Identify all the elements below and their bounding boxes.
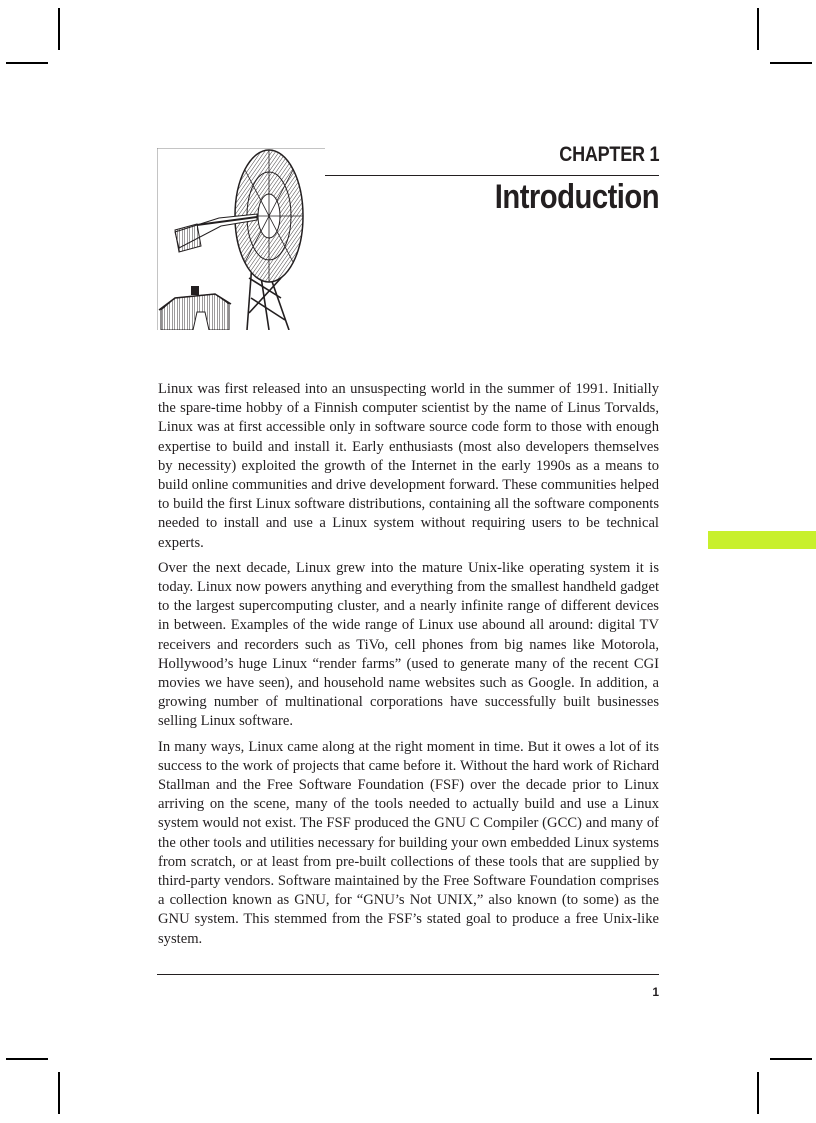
crop-mark-bottom-right-horizontal [770,1058,812,1060]
crop-mark-bottom-right-vertical [757,1072,759,1114]
windmill-illustration [157,148,325,330]
paragraph: Over the next decade, Linux grew into the mature Unix-like operating system it is today. Linux now powers anything and everything from the smallest handheld gadget to the largest supercomputing cluster, and a nearly infinite range of different devices in between. Examples of the wide range of Linux use abound all around: digital TV receivers and recorders such as TiVo, cell phones from big names like Motorola, Hollywood’s huge Linux “render farms” (used to generate many of the recent CGI movies we have seen), and household name websites such as Google. In addition, a growing number of multinational corporations have successfully built businesses selling Linux software. [158,559,659,730]
paragraph: Linux was first released into an unsuspecting world in the summer of 1991. Initially the spare-time hobby of a Finnish computer scientist by the name of Linus Torvalds, Linux was at first accessible only in software source code form to those with enough expertise to build and install it. Early enthusiasts (most also developers themselves by necessity) exploited the growth of the Internet in the early 1990s as a means to build online communities and drive development forward. These communities helped to build the first Linux software distributions, containing all the software components needed to install and use a Linux system without requiring users to be technical experts. [158,381,659,551]
page-number: 1 [652,985,659,999]
crop-mark-top-right-vertical [757,8,759,50]
paragraph: In many ways, Linux came along at the right moment in time. But it owes a lot of its success to the work of projects that came before it. Without the hard work of Richard Stallman and the Free Software Foundation (FSF) over the decade prior to Linux arriving on the scene, many of the tools needed to actually build and use a Linux system would not exist. The FSF produced the GNU C Compiler (GCC) and many of the other tools and utilities necessary for building your own embedded Linux systems from scratch, or at least from pre-built collections of these tools that are supplied by third-party vendors. Software maintained by the Free Software Foundation comprises a collection known as GNU, for “GNU’s Not UNIX,” also known (to some) as the GNU system. This stemmed from the FSF’s stated goal to produce a free Unix-like system. [158,738,659,947]
body-text [158,380,659,955]
chapter-label: CHAPTER 1 [558,143,659,166]
crop-mark-bottom-left-horizontal [6,1058,48,1060]
crop-mark-top-left-horizontal [6,62,48,64]
chapter-thumb-tab [708,531,816,549]
crop-mark-top-left-vertical [58,8,60,50]
chapter-rule [325,175,659,176]
footer-rule [157,974,659,975]
crop-mark-top-right-horizontal [770,62,812,64]
chapter-title: Introduction [494,178,659,216]
crop-mark-bottom-left-vertical [58,1072,60,1114]
